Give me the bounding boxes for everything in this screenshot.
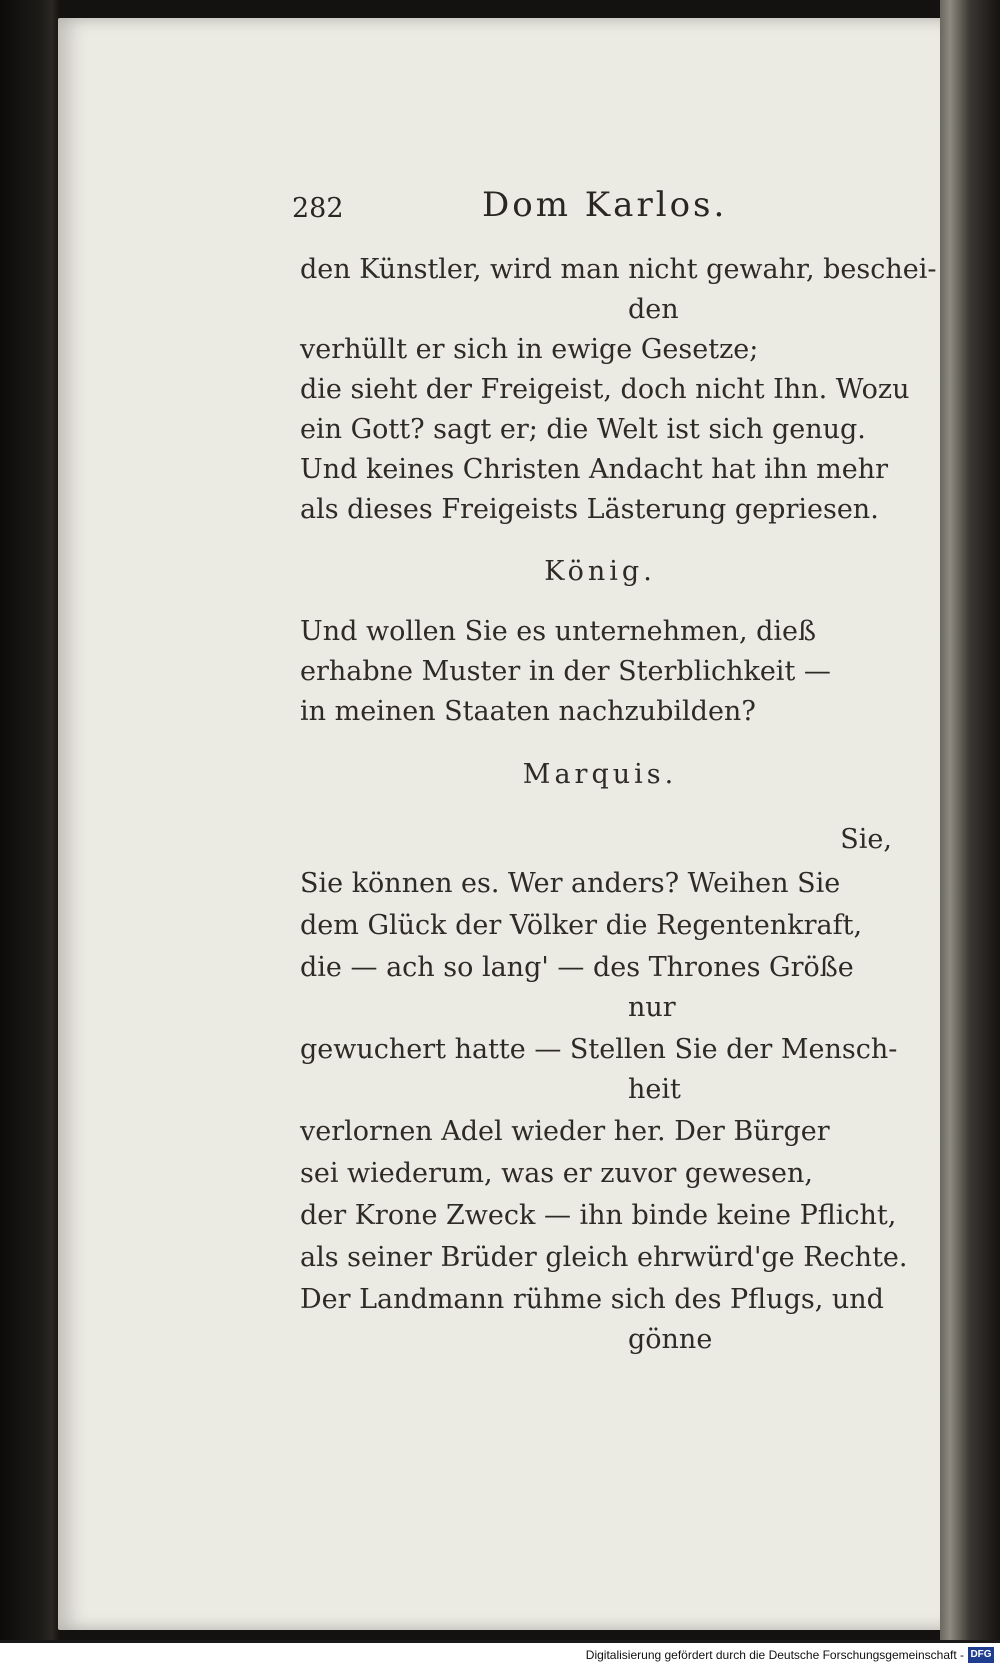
text-line: als dieses Freigeists Lästerung gepriesen. (300, 494, 879, 525)
text-line: verhüllt er sich in ewige Gesetze; (300, 334, 759, 365)
text-line: verlornen Adel wieder her. Der Bürger (300, 1116, 830, 1147)
dfg-logo: DFG (968, 1647, 994, 1663)
text-line: den Künstler, wird man nicht gewahr, beschei- (300, 254, 937, 285)
text-line: die sieht der Freigeist, doch nicht Ihn. Wozu (300, 374, 910, 405)
page-edge (940, 0, 1000, 1640)
text-line: Der Landmann rühme sich des Pflugs, und (300, 1284, 884, 1315)
text-line: in meinen Staaten nachzubilden? (300, 696, 756, 727)
speaker-name: Marquis. (522, 759, 678, 790)
text-line: gewuchert hatte — Stellen Sie der Mensch- (300, 1034, 898, 1065)
text-line: erhabne Muster in der Sterblichkeit — (300, 656, 831, 687)
speaker-name: König. (544, 556, 656, 587)
text-line: als seiner Brüder gleich ehrwürd'ge Rechte. (300, 1242, 908, 1273)
page-header (292, 183, 892, 235)
text-line: ein Gott? sagt er; die Welt ist sich genug. (300, 414, 866, 445)
text-line-continuation: heit (628, 1074, 681, 1105)
funding-credit: Digitalisierung gefördert durch die Deutsche Forschungsgemeinschaft - (585, 1648, 964, 1662)
text-line-continuation: gönne (628, 1324, 713, 1355)
text-line: dem Glück der Völker die Regentenkraft, (300, 910, 863, 941)
text-line: Sie können es. Wer anders? Weihen Sie (300, 868, 841, 899)
text-line: Sie, (840, 824, 892, 855)
footer-bar (0, 1643, 1000, 1670)
text-line-continuation: den (628, 294, 679, 325)
text-line: sei wiederum, was er zuvor gewesen, (300, 1158, 813, 1189)
page-number: 282 (292, 193, 344, 224)
text-line: Und wollen Sie es unternehmen, dieß (300, 616, 817, 647)
text-line: der Krone Zweck — ihn binde keine Pflicht, (300, 1200, 897, 1231)
text-line: Und keines Christen Andacht hat ihn mehr (300, 454, 889, 485)
text-line-continuation: nur (628, 992, 676, 1023)
running-title: Dom Karlos. (482, 185, 728, 225)
text-line: die — ach so lang' — des Thrones Größe (300, 952, 854, 983)
